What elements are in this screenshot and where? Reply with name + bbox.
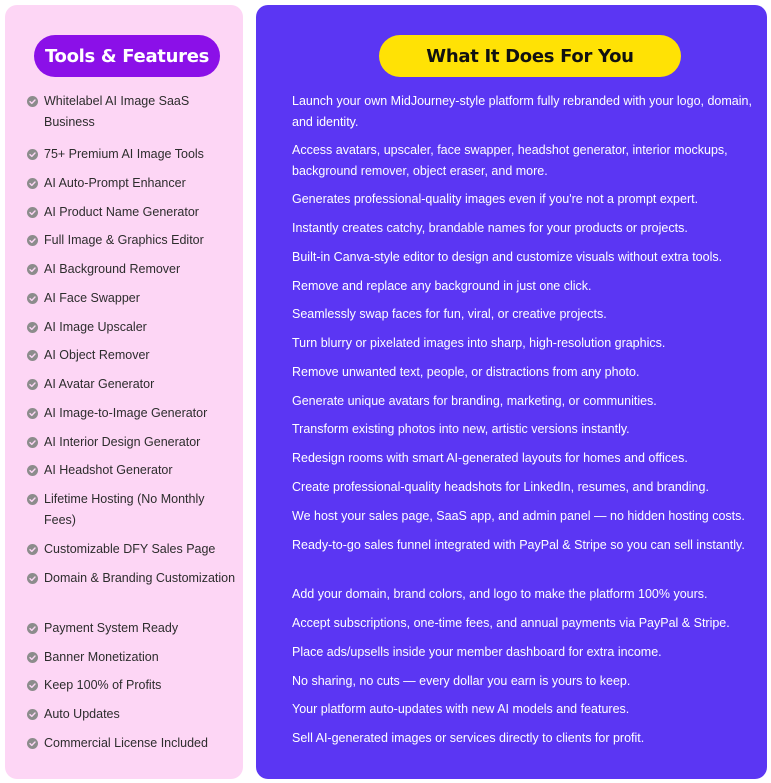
feature-item: [27, 173, 237, 194]
feature-item: [27, 733, 237, 754]
feature-label: Customizable DFY Sales Page: [44, 542, 216, 556]
feature-label: AI Image Upscaler: [44, 320, 147, 334]
features-list: [5, 5, 243, 779]
feature-label: AI Product Name Generator: [44, 205, 199, 219]
benefit-item: Your platform auto-updates with new AI models and features.: [292, 702, 630, 716]
check-circle-icon: [27, 379, 38, 390]
feature-label: AI Auto-Prompt Enhancer: [44, 176, 186, 190]
feature-label: AI Object Remover: [44, 348, 150, 362]
feature-item: [27, 230, 237, 251]
feature-item: [27, 647, 237, 668]
check-circle-icon: [27, 465, 38, 476]
feature-item: [27, 345, 237, 366]
benefits-panel: [256, 5, 767, 779]
check-circle-icon: [27, 235, 38, 246]
benefit-item: Add your domain, brand colors, and logo to make the platform 100% yours.: [292, 587, 708, 601]
check-circle-icon: [27, 96, 38, 107]
benefit-item: Transform existing photos into new, artistic versions instantly.: [292, 422, 630, 436]
feature-item: [27, 489, 237, 531]
check-circle-icon: [27, 408, 38, 419]
benefit-item: Remove unwanted text, people, or distractions from any photo.: [292, 365, 640, 379]
benefit-item: Instantly creates catchy, brandable names for your products or projects.: [292, 221, 688, 235]
check-circle-icon: [27, 544, 38, 555]
feature-label: AI Avatar Generator: [44, 377, 155, 391]
feature-item: [27, 432, 237, 453]
check-circle-icon: [27, 738, 38, 749]
feature-label: Full Image & Graphics Editor: [44, 233, 204, 247]
benefit-item: Generate unique avatars for branding, marketing, or communities.: [292, 394, 657, 408]
check-circle-icon: [27, 652, 38, 663]
benefits-list: [256, 5, 767, 779]
check-circle-icon: [27, 623, 38, 634]
benefit-item: Redesign rooms with smart AI-generated layouts for homes and offices.: [292, 451, 688, 465]
feature-item: [27, 704, 237, 725]
check-circle-icon: [27, 293, 38, 304]
feature-item: [27, 374, 237, 395]
feature-label: Commercial License Included: [44, 736, 208, 750]
benefit-item: Ready-to-go sales funnel integrated with PayPal & Stripe so you can sell instantly.: [292, 538, 745, 552]
check-circle-icon: [27, 437, 38, 448]
feature-item: [27, 618, 237, 639]
features-title: Tools & Features: [34, 35, 220, 77]
feature-item: [27, 202, 237, 223]
feature-label: Lifetime Hosting (No Monthly Fees): [44, 492, 205, 527]
feature-item: [27, 91, 237, 133]
check-circle-icon: [27, 322, 38, 333]
benefit-item: Generates professional-quality images even if you're not a prompt expert.: [292, 192, 699, 206]
benefit-item: Remove and replace any background in just one click.: [292, 279, 592, 293]
benefit-item: Create professional-quality headshots for LinkedIn, resumes, and branding.: [292, 480, 709, 494]
feature-label: Keep 100% of Profits: [44, 678, 162, 692]
benefits-title: What It Does For You: [379, 35, 681, 77]
check-circle-icon: [27, 709, 38, 720]
feature-label: Auto Updates: [44, 707, 120, 721]
feature-label: AI Interior Design Generator: [44, 435, 201, 449]
check-circle-icon: [27, 350, 38, 361]
feature-item: [27, 568, 237, 589]
feature-item: [27, 460, 237, 481]
benefit-item: Access avatars, upscaler, face swapper, headshot generator, interior mockups, background remover, object eraser, and more.: [292, 143, 728, 178]
benefit-item: No sharing, no cuts — every dollar you earn is yours to keep.: [292, 674, 631, 688]
feature-label: Payment System Ready: [44, 621, 179, 635]
check-circle-icon: [27, 573, 38, 584]
benefit-item: Accept subscriptions, one-time fees, and annual payments via PayPal & Stripe.: [292, 616, 730, 630]
feature-item: [27, 403, 237, 424]
feature-label: AI Background Remover: [44, 262, 181, 276]
check-circle-icon: [27, 178, 38, 189]
check-circle-icon: [27, 207, 38, 218]
feature-label: Whitelabel AI Image SaaS Business: [44, 94, 190, 129]
check-circle-icon: [27, 264, 38, 275]
feature-item: [27, 144, 237, 165]
benefit-item: Launch your own MidJourney-style platform fully rebranded with your logo, domain, and identity.: [292, 94, 752, 129]
feature-item: [27, 288, 237, 309]
benefit-item: Turn blurry or pixelated images into sharp, high-resolution graphics.: [292, 336, 666, 350]
feature-label: Domain & Branding Customization: [44, 571, 236, 585]
feature-label: AI Headshot Generator: [44, 463, 173, 477]
benefit-item: Sell AI-generated images or services directly to clients for profit.: [292, 731, 645, 745]
benefit-item: Place ads/upsells inside your member dashboard for extra income.: [292, 645, 662, 659]
features-panel: [5, 5, 243, 779]
check-circle-icon: [27, 680, 38, 691]
benefit-item: Built-in Canva-style editor to design and customize visuals without extra tools.: [292, 250, 723, 264]
benefit-item: We host your sales page, SaaS app, and admin panel — no hidden hosting costs.: [292, 509, 745, 523]
feature-item: [27, 317, 237, 338]
feature-item: [27, 675, 237, 696]
feature-item: [27, 539, 237, 560]
check-circle-icon: [27, 494, 38, 505]
feature-label: Banner Monetization: [44, 650, 159, 664]
benefit-item: Seamlessly swap faces for fun, viral, or creative projects.: [292, 307, 607, 321]
feature-label: 75+ Premium AI Image Tools: [44, 147, 204, 161]
check-circle-icon: [27, 149, 38, 160]
feature-item: [27, 259, 237, 280]
feature-label: AI Image-to-Image Generator: [44, 406, 208, 420]
feature-label: AI Face Swapper: [44, 291, 140, 305]
